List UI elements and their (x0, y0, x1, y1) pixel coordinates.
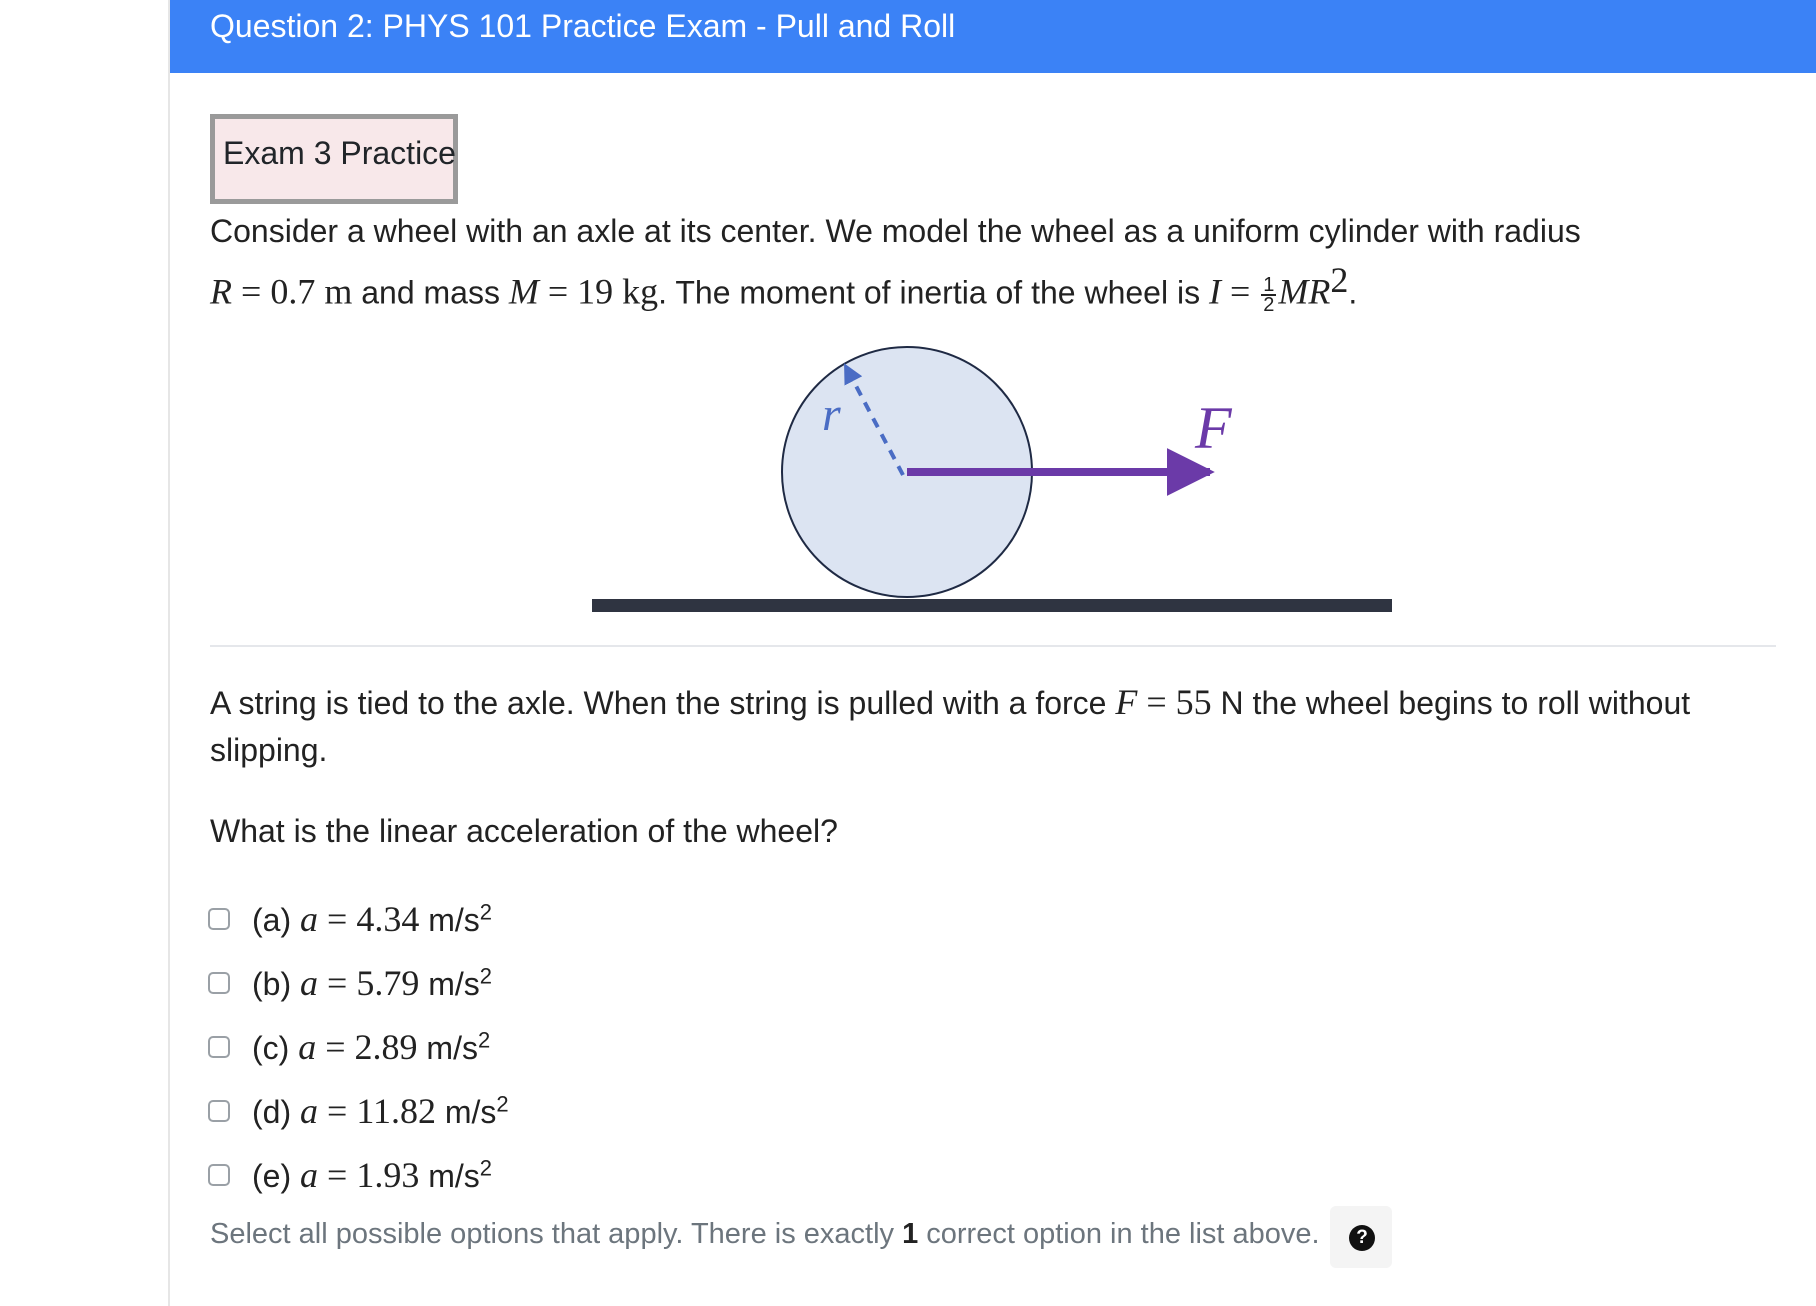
question-title: Question 2: PHYS 101 Practice Exam - Pull and Roll (210, 8, 956, 44)
force-label: F (1195, 395, 1232, 461)
question-header (170, 0, 1816, 73)
problem-line-2: slipping. (210, 732, 328, 768)
wheel-diagram (590, 340, 1410, 620)
radius-label: r (822, 388, 841, 441)
option-c-label: (c) a = 2.89 $m/s^2$ (252, 1027, 491, 1067)
option-e-checkbox[interactable] (208, 1164, 230, 1186)
question-mark-icon: ? (1349, 1225, 1375, 1251)
option-b-checkbox[interactable] (208, 972, 230, 994)
help-button[interactable] (1330, 1206, 1392, 1268)
option-d-checkbox[interactable] (208, 1100, 230, 1122)
option-a-label: (a) a = 4.34 $m/s^2$ (252, 899, 492, 939)
option-d-label: (d) a = 11.82 $m/s^2$ (252, 1091, 509, 1131)
exam-badge (210, 114, 458, 204)
intro-line-1: Consider a wheel with an axle at its center. We model the wheel as a uniform cylinder with radius (210, 213, 1581, 249)
option-e-label: (e) a = 1.93 $m/s^2$ (252, 1155, 492, 1195)
section-divider (210, 645, 1776, 647)
instructions-text: Select all possible options that apply. There is exactly 1 correct option in the list above. (210, 1218, 1320, 1250)
question-prompt: What is the linear acceleration of the wheel? (210, 813, 838, 849)
exam-badge-label: Exam 3 Practice (223, 135, 456, 171)
ground (592, 599, 1392, 612)
option-c-checkbox[interactable] (208, 1036, 230, 1058)
option-a-checkbox[interactable] (208, 908, 230, 930)
intro-line-2: R = 0.7 m and mass M = 19 kg. The moment of inertia of the wheel is I = $\frac{1}{2}$ $MR^2$. (210, 260, 1358, 317)
problem-line-1: A string is tied to the axle. When the string is pulled with a force F = 55 N the wheel begins to roll without (210, 682, 1691, 722)
one-half-fraction: $\frac{1}{2}$ (1263, 274, 1275, 317)
left-border (168, 0, 170, 1306)
option-b-label: (b) a = 5.79 $m/s^2$ (252, 963, 492, 1003)
